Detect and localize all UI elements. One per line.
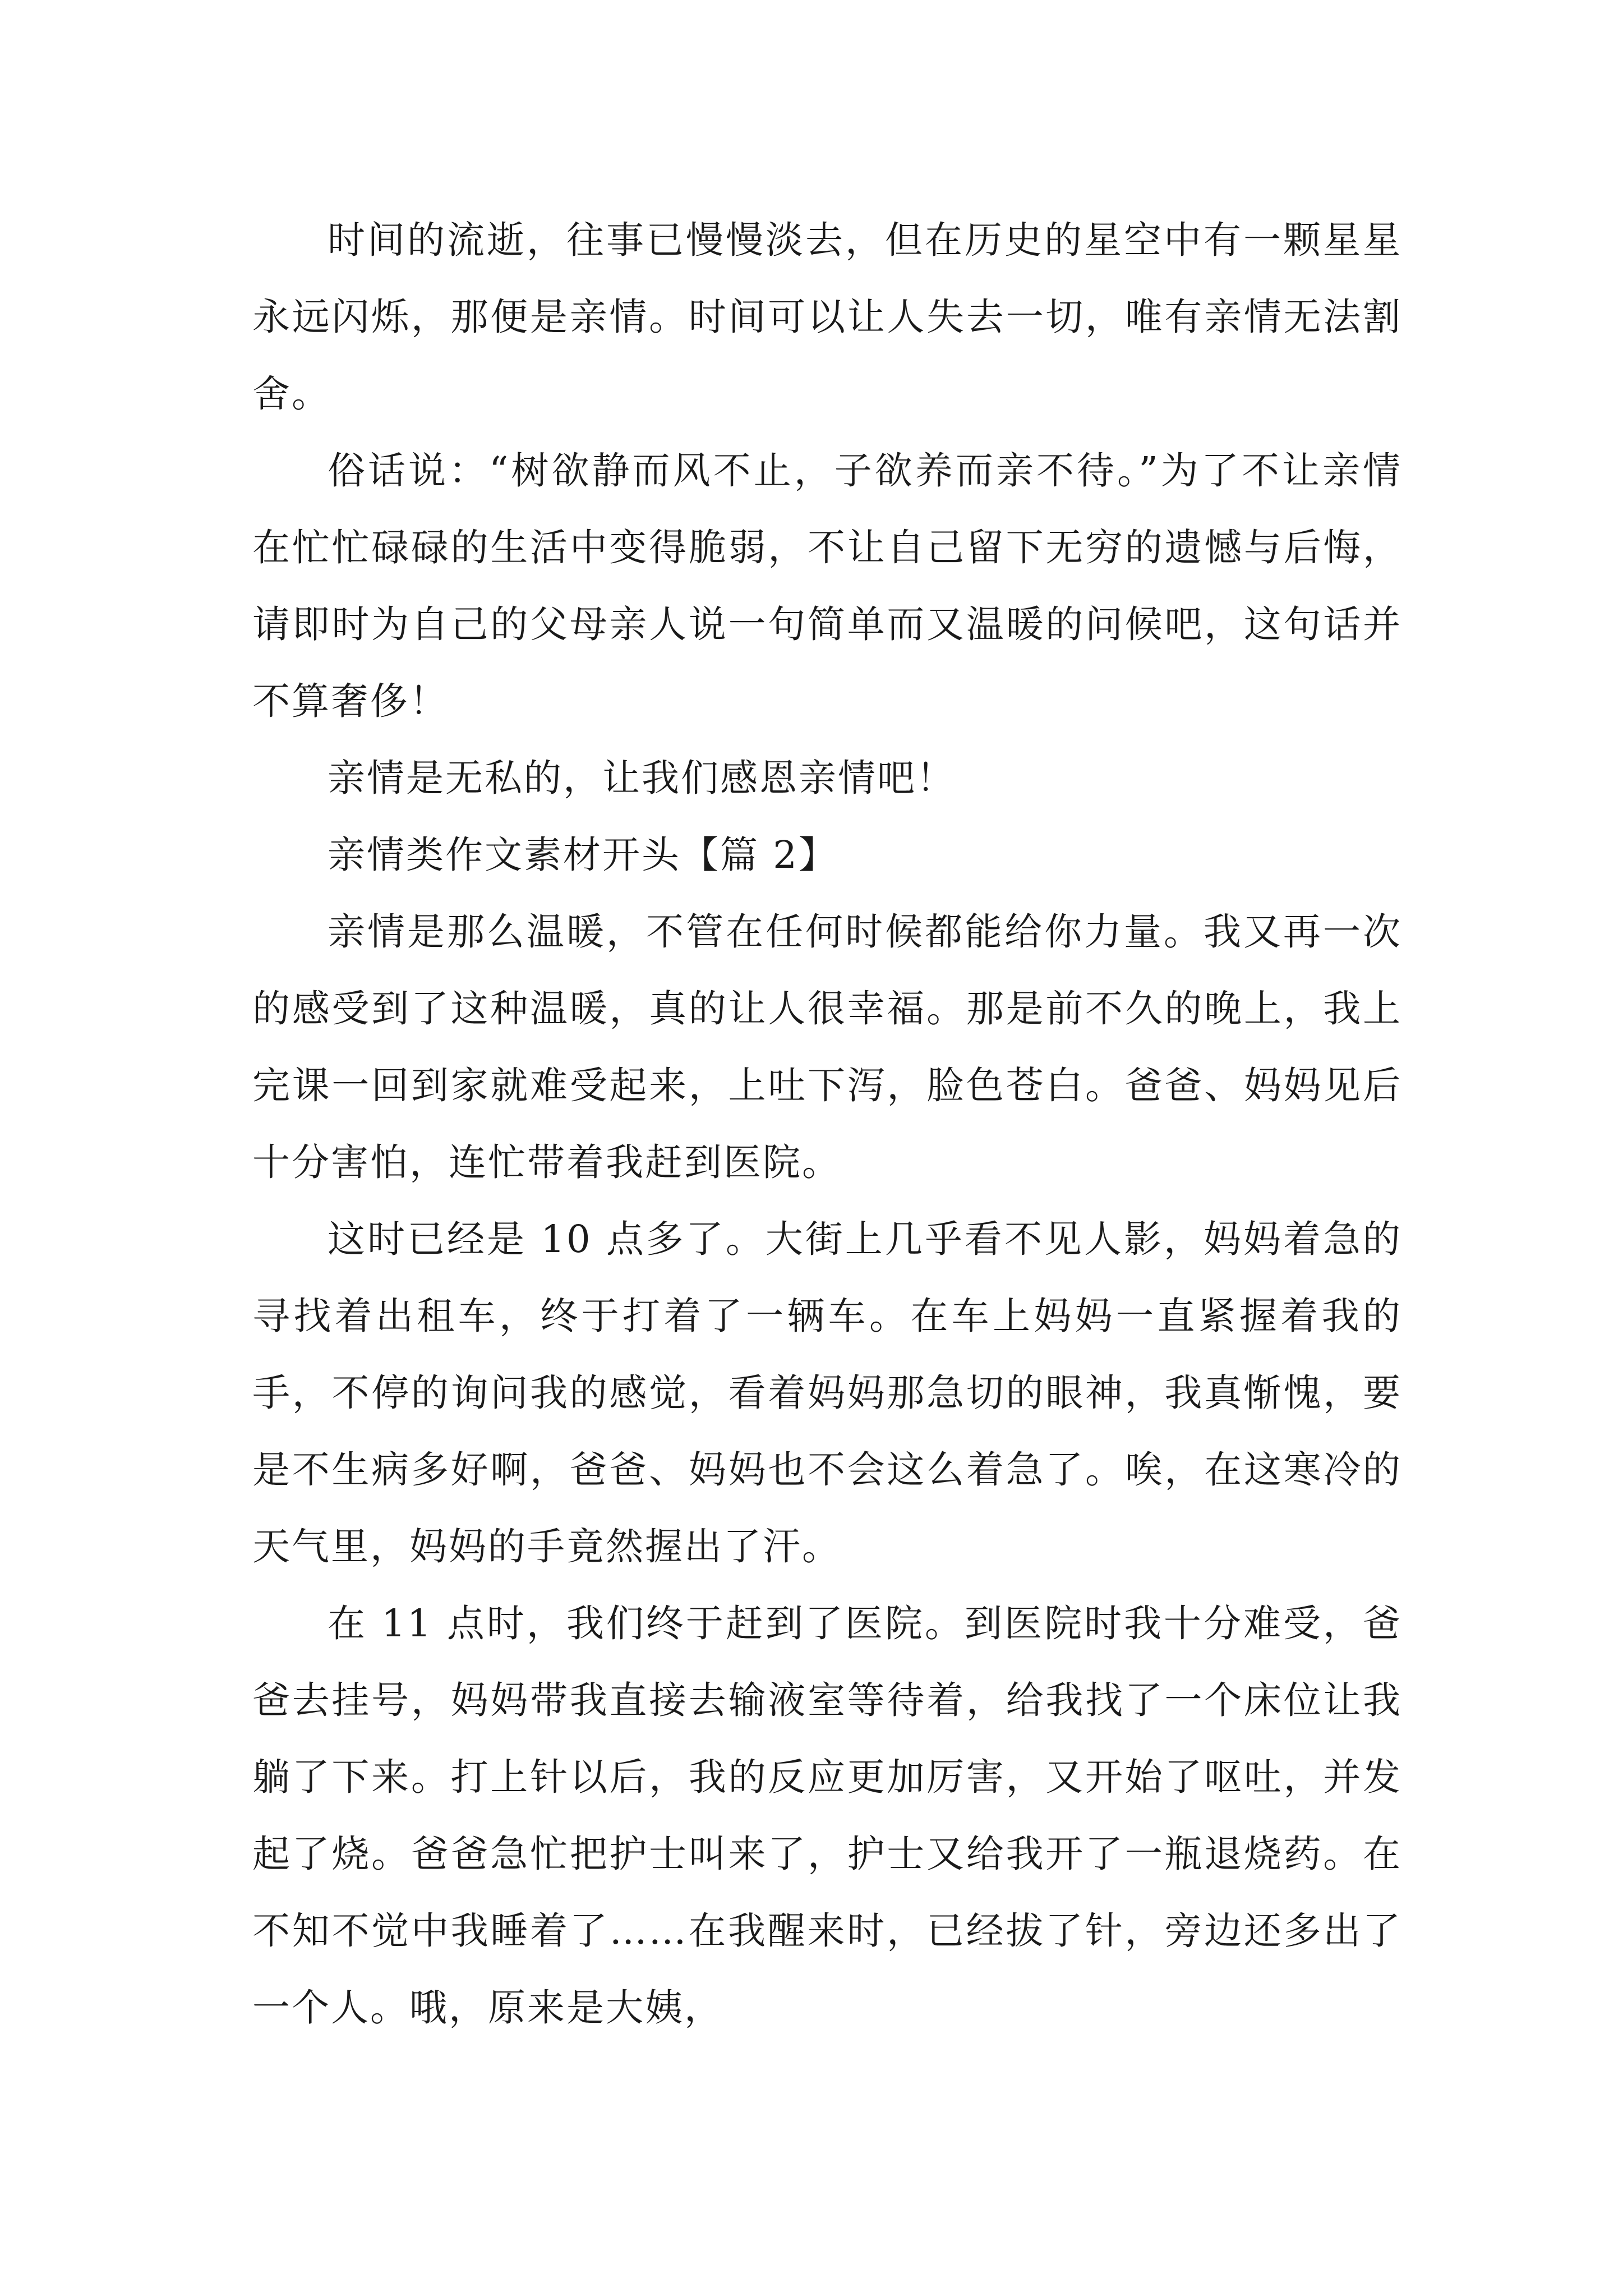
paragraph-3: 亲情是无私的，让我们感恩亲情吧！ xyxy=(328,756,956,800)
paragraph-1: 时间的流逝，往事已慢慢淡去，但在历史的星空中有一颗星星永远闪烁，那便是亲情。时间可以让人失去一切，唯有亲情无法割舍。 xyxy=(252,218,1402,416)
paragraph-2: 俗话说：“树欲静而风不止，子欲养而亲不待。”为了不让亲情在忙忙碌碌的生活中变得脆弱，不让自己留下无穷的遗憾与后悔，请即时为自己的父母亲人说一句简单而又温暖的问候吧，这句话并不算奢侈！ xyxy=(252,449,1402,723)
paragraph-4: 亲情是那么温暖，不管在任何时候都能给你力量。我又再一次的感受到了这种温暖，真的让人很幸福。那是前不久的晚上，我上完课一回到家就难受起来，上吐下泻，脸色苍白。爸爸、妈妈见后十分害怕，连忙带着我赶到医院。 xyxy=(252,910,1402,1184)
section-heading: 亲情类作文素材开头【篇 2】 xyxy=(328,833,838,877)
body-text xyxy=(252,202,1402,2046)
paragraph-5: 这时已经是 10 点多了。大街上几乎看不见人影，妈妈着急的寻找着出租车，终于打着了一辆车。在车上妈妈一直紧握着我的手，不停的询问我的感觉，看着妈妈那急切的眼神，我真惭愧，要是不生病多好啊，爸爸、妈妈也不会这么着急了。唉，在这寒冷的天气里，妈妈的手竟然握出了汗。 xyxy=(252,1217,1402,1568)
paragraph-6: 在 11 点时，我们终于赶到了医院。到医院时我十分难受，爸爸去挂号，妈妈带我直接去输液室等待着，给我找了一个床位让我躺了下来。打上针以后，我的反应更加厉害，又开始了呕吐，并发起了烧。爸爸急忙把护士叫来了，护士又给我开了一瓶退烧药。在不知不觉中我睡着了……在我醒来时，已经拔了针，旁边还多出了一个人。哦，原来是大姨， xyxy=(252,1602,1402,2030)
